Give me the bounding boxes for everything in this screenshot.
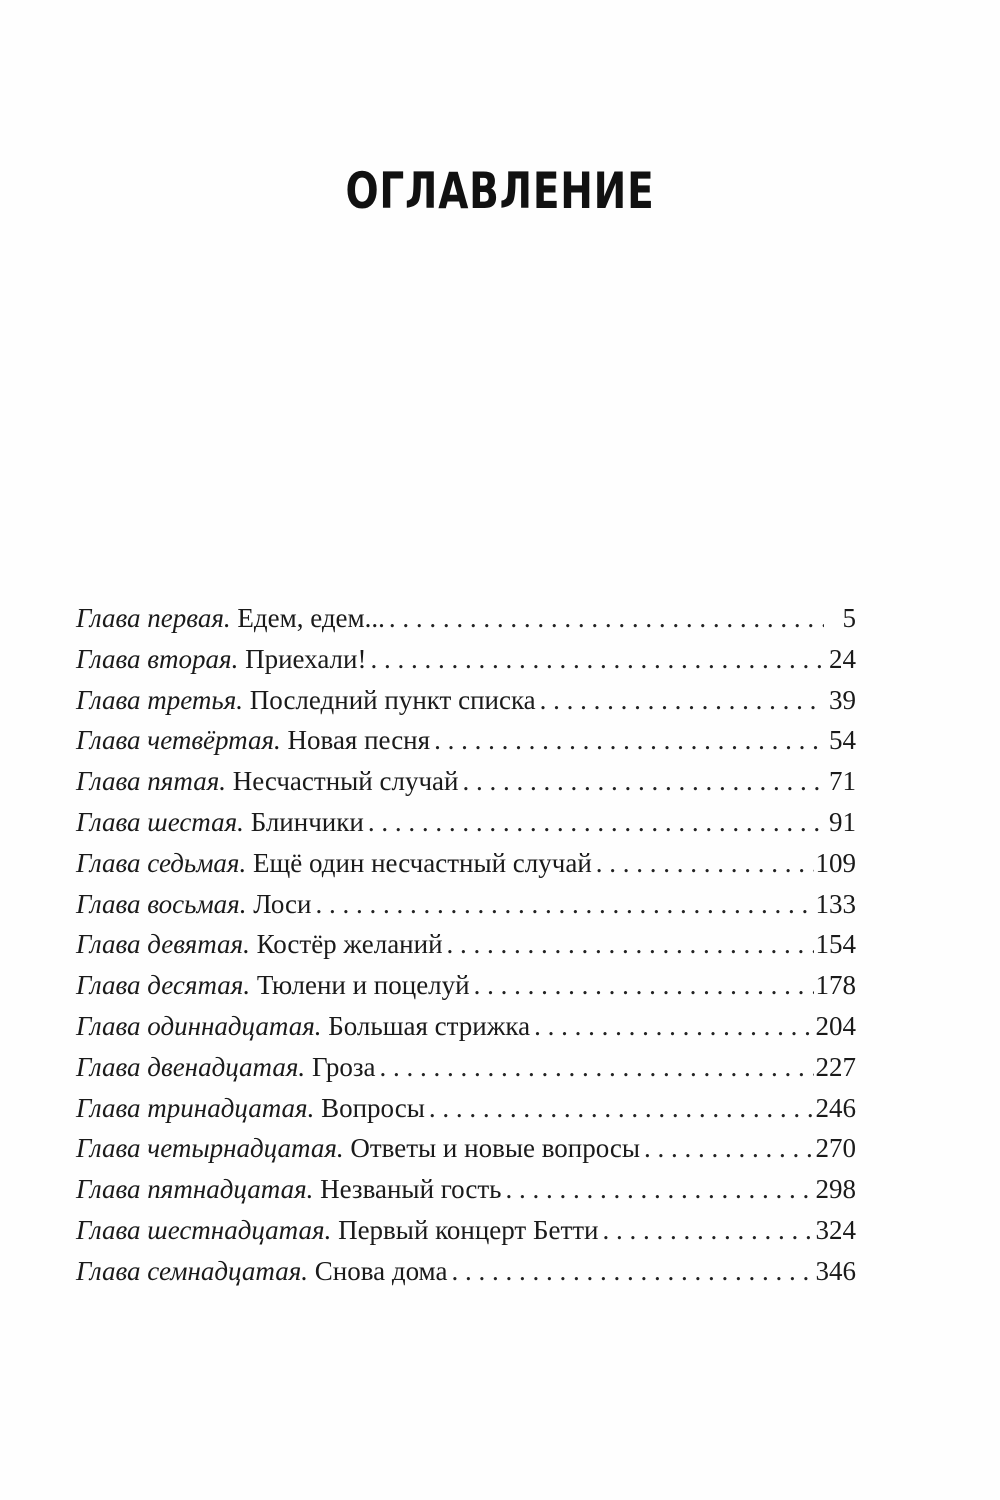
chapter-title: Блинчики: [243, 806, 364, 837]
chapter-title: Большая стрижка: [321, 1010, 531, 1041]
chapter-title: Новая песня: [280, 725, 431, 756]
chapter-number: Глава первая.: [76, 603, 231, 633]
dot-leader: [380, 1047, 814, 1087]
dot-leader: [534, 1006, 813, 1046]
dot-leader: [429, 1088, 814, 1128]
dot-leader: [603, 1210, 814, 1250]
chapter-number: Глава одиннадцатая.: [76, 1010, 322, 1041]
toc-entry: [76, 884, 856, 925]
page-number: 270: [815, 1133, 856, 1164]
chapter-number: Глава седьмая.: [76, 847, 247, 878]
chapter-number: Глава шестая.: [76, 806, 244, 837]
chapter-number: Глава тринадцатая.: [76, 1092, 315, 1123]
page-number: 54: [829, 725, 856, 756]
chapter-title: Ответы и новые вопросы: [343, 1133, 641, 1164]
chapter-number: Глава третья.: [76, 684, 244, 715]
page-number: 204: [815, 1010, 856, 1041]
toc-entry: [76, 843, 856, 884]
dot-leader: [389, 598, 824, 638]
page-number: 324: [815, 1214, 856, 1245]
page-number: 154: [815, 929, 856, 960]
page-number: 346: [815, 1255, 856, 1286]
chapter-number: Глава пятая.: [76, 766, 226, 797]
dot-leader: [447, 924, 814, 964]
page-number: 246: [815, 1092, 856, 1123]
toc-entry: [76, 720, 856, 761]
chapter-title: Несчастный случай: [226, 766, 459, 797]
chapter-number: Глава шестнадцатая.: [76, 1214, 332, 1245]
chapter-number: Глава четвёртая.: [76, 725, 281, 756]
toc-entry: [76, 639, 856, 680]
dot-leader: [474, 965, 814, 1005]
page-number: 24: [829, 643, 856, 674]
page-number: 227: [815, 1051, 856, 1082]
chapter-number: Глава восьмая.: [76, 888, 247, 919]
chapter-number: Глава девятая.: [76, 929, 250, 960]
chapter-number: Глава семнадцатая.: [76, 1255, 308, 1286]
chapter-number: Глава вторая.: [76, 643, 239, 674]
chapter-title: Тюлени и поцелуй: [250, 970, 470, 1001]
page-number: 71: [829, 766, 856, 797]
dot-leader: [644, 1128, 813, 1168]
chapter-title: Первый концерт Бетти: [331, 1214, 599, 1245]
chapter-title: Гроза: [305, 1051, 376, 1082]
chapter-number: Глава двенадцатая.: [76, 1051, 306, 1082]
page-number: 109: [815, 847, 856, 878]
chapter-title: Ещё один несчастный случай: [246, 847, 592, 878]
chapter-title: Снова дома: [308, 1255, 448, 1286]
page-number: 133: [815, 888, 856, 919]
toc-entry: [76, 680, 856, 721]
page-number: 91: [829, 806, 856, 837]
table-of-contents: [76, 598, 856, 1292]
toc-entry: [76, 1047, 856, 1088]
page-number: 39: [829, 684, 856, 715]
page-number: 178: [815, 970, 856, 1001]
toc-entry: [76, 1169, 856, 1210]
chapter-title: Незваный гость: [313, 1174, 502, 1205]
page-title: ОГЛАВЛЕНИЕ: [345, 161, 655, 220]
chapter-title: Вопросы: [314, 1092, 425, 1123]
toc-entry: [76, 802, 856, 843]
chapter-number: Глава пятнадцатая.: [76, 1174, 314, 1205]
toc-entry: [76, 761, 856, 802]
toc-entry: [76, 1210, 856, 1251]
dot-leader: [596, 843, 814, 883]
dot-leader: [451, 1251, 813, 1291]
dot-leader: [370, 639, 824, 679]
dot-leader: [505, 1169, 813, 1209]
chapter-title: Приехали!: [238, 643, 367, 674]
dot-leader: [434, 720, 824, 760]
toc-entry: [76, 965, 856, 1006]
toc-entry: [76, 1251, 856, 1292]
chapter-number: Глава десятая.: [76, 970, 251, 1001]
page-number: 5: [842, 603, 856, 633]
dot-leader: [315, 884, 813, 924]
chapter-title: Лоси: [246, 888, 312, 919]
page-number: 298: [815, 1174, 856, 1205]
toc-entry: [76, 1088, 856, 1129]
dot-leader: [540, 680, 824, 720]
toc-entry: [76, 1006, 856, 1047]
chapter-title: Костёр желаний: [249, 929, 443, 960]
toc-entry: [76, 924, 856, 965]
toc-entry: [76, 598, 856, 639]
dot-leader: [462, 761, 824, 801]
chapter-title: Последний пункт списка: [243, 684, 536, 715]
chapter-title: Едем, едем...: [230, 603, 385, 633]
dot-leader: [368, 802, 824, 842]
chapter-number: Глава четырнадцатая.: [76, 1133, 344, 1164]
toc-entry: [76, 1128, 856, 1169]
